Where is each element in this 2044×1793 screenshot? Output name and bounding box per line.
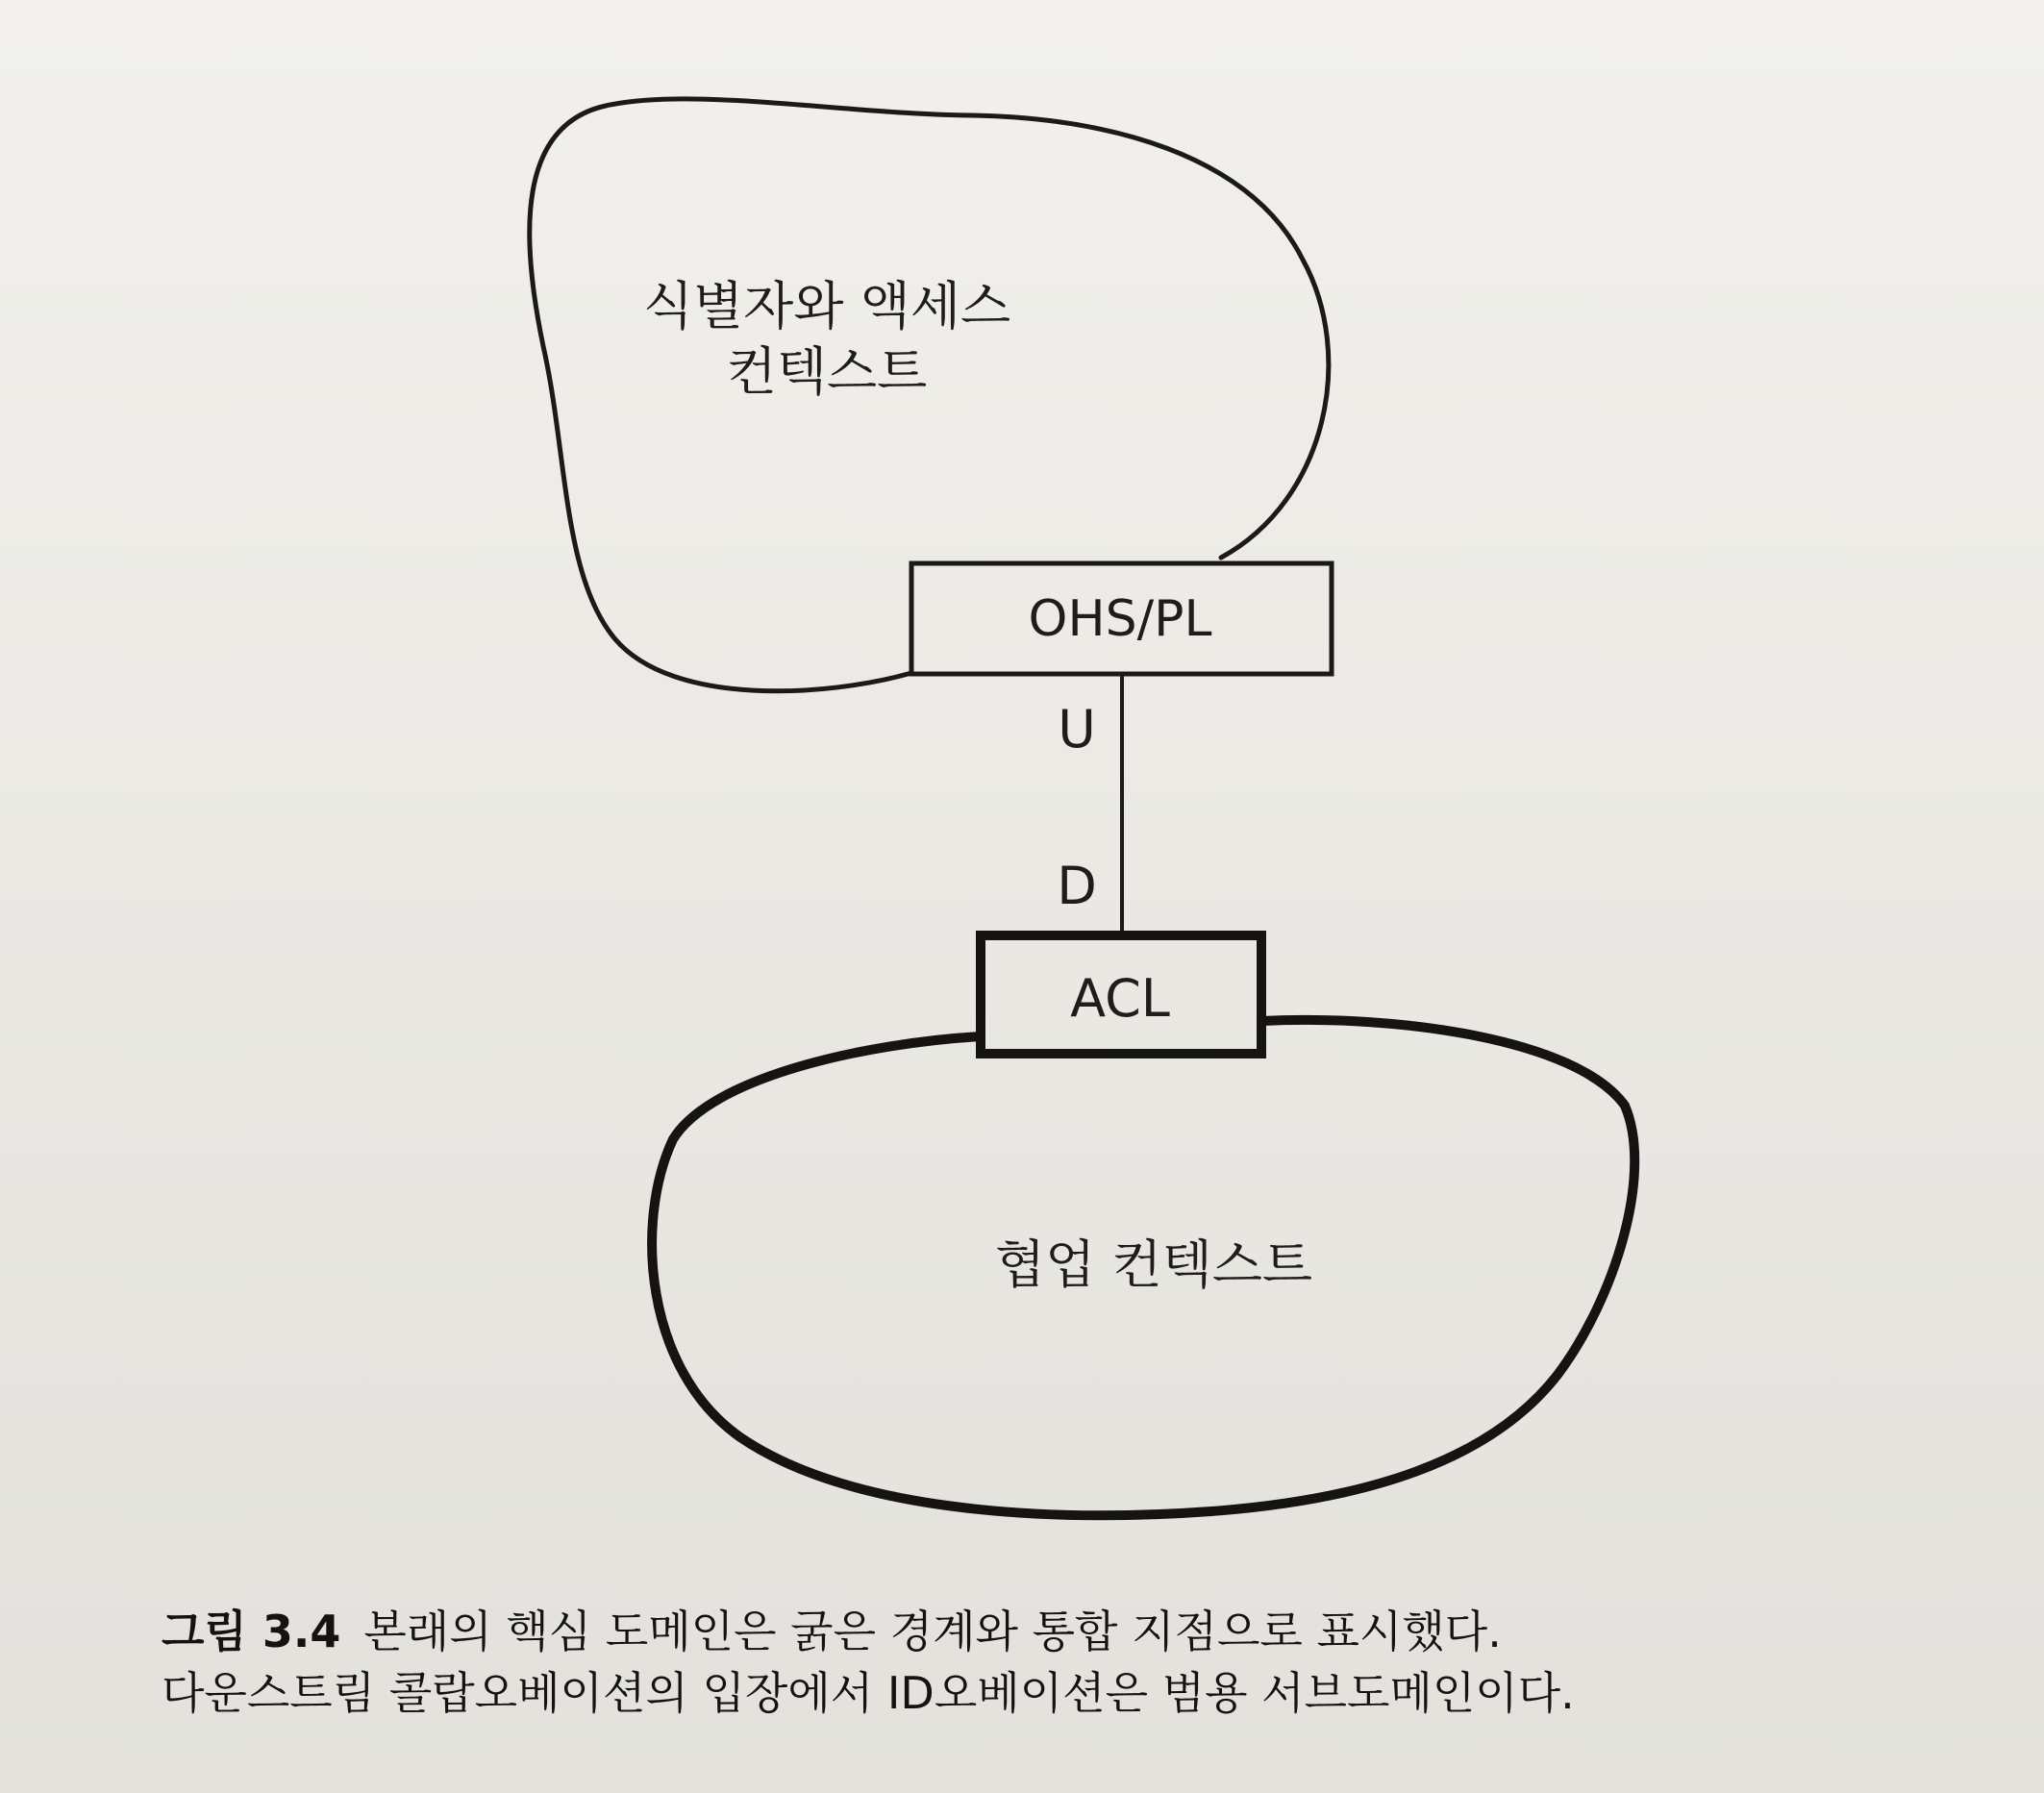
caption-text-1: 본래의 핵심 도메인은 굵은 경계와 통합 지점으로 표시했다. <box>363 1606 1502 1657</box>
downstream-label: D <box>1057 856 1097 916</box>
upstream-label: U <box>1058 699 1096 760</box>
figure-caption <box>162 1601 1988 1725</box>
acl-label: ACL <box>1070 968 1170 1029</box>
identity-access-context-label: 식별자와 액세스 컨텍스트 <box>642 276 1011 402</box>
figure-number: 그림 3.4 <box>162 1606 341 1657</box>
ohs-pl-label: OHS/PL <box>1028 590 1212 648</box>
collaboration-context-label: 협업 컨텍스트 <box>994 1234 1313 1295</box>
caption-line-1 <box>162 1601 1988 1662</box>
caption-line-2: 다운스트림 콜랍오베이션의 입장에서 ID오베이션은 범용 서브도메인이다. <box>162 1667 1575 1720</box>
